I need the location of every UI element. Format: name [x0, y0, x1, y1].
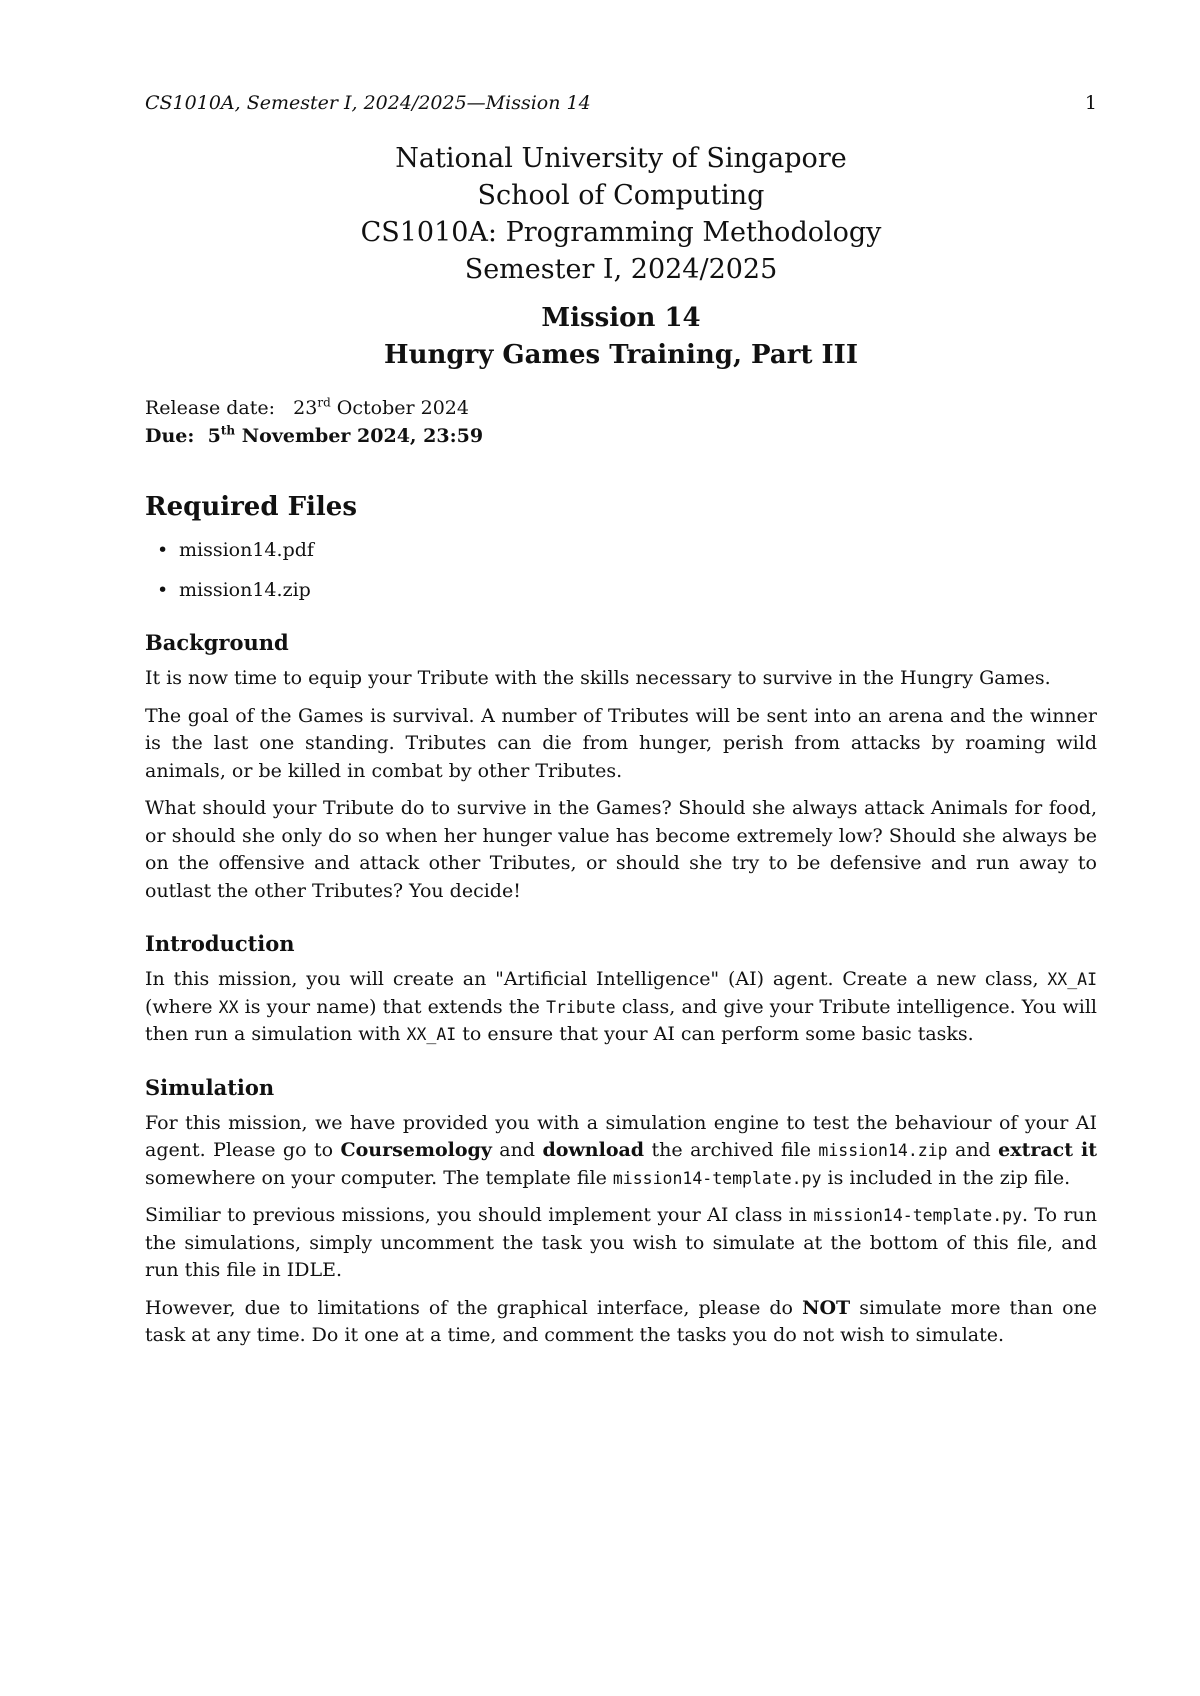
- due-date: Due: 5th November 2024, 23:59: [145, 423, 484, 447]
- document-page: [145, 88, 1097, 1360]
- page-number: 1: [1084, 92, 1097, 114]
- mission-title: Hungry Games Training, Part III: [384, 340, 858, 370]
- dates-block: [145, 394, 1097, 450]
- title-block: [145, 140, 1097, 288]
- university-name: National University of Singapore: [395, 143, 847, 174]
- running-header: [145, 88, 1097, 118]
- list-item: • mission14.zip: [179, 576, 1097, 604]
- introduction-paragraph: In this mission, you will create an "Artificial Intelligence" (AI) agent. Create a new class, XX_AI (where XX is your name) that extends the Tribute class, and give your Tribute intelligence. You will then run a simulation with XX_AI to ensure that your AI can perform some basic tasks.: [145, 968, 1097, 1045]
- mission-number: Mission 14: [541, 303, 701, 333]
- school-name: School of Computing: [477, 180, 765, 211]
- simulation-paragraph: However, due to limitations of the graphical interface, please do NOT simulate more than one task at any time. Do it one at a time, and comment the tasks you do not wish to simulate.: [145, 1296, 1097, 1346]
- list-item: • mission14.pdf: [179, 536, 1097, 564]
- simulation-heading: Simulation: [145, 1074, 275, 1100]
- semester: Semester I, 2024/2025: [464, 254, 778, 285]
- introduction-heading: Introduction: [145, 931, 295, 956]
- bullet-icon: •: [157, 539, 169, 561]
- background-paragraph: It is now time to equip your Tribute with the skills necessary to survive in the Hungry Games.: [145, 667, 1051, 689]
- course-name: CS1010A: Programming Methodology: [360, 217, 882, 248]
- release-date: Release date: 23rd October 2024: [145, 395, 469, 419]
- background-paragraph: What should your Tribute do to survive in the Games? Should she always attack Animals for food, or should she only do so when her hunger value has become extremely low? Should she always be on the offensive and attack other Tributes, or should she try to be defensive and run away to outlast the other Tributes? You decide!: [145, 797, 1097, 902]
- simulation-paragraph: Similiar to previous missions, you should implement your AI class in mission14-template.py. To run the simulations, simply uncomment the task you wish to simulate at the bottom of this file, and run this file in IDLE.: [145, 1204, 1097, 1281]
- simulation-paragraph: For this mission, we have provided you with a simulation engine to test the behaviour of your AI agent. Please go to Coursemology and download the archived file mission14.zip and extract it somewhere on your computer. The template file mission14-template.py is included in the zip file.: [145, 1111, 1098, 1189]
- mission-title-block: [145, 300, 1097, 374]
- required-files-heading: Required Files: [145, 492, 357, 522]
- bullet-icon: •: [157, 579, 169, 601]
- running-title: CS1010A, Semester I, 2024/2025—Mission 14: [145, 92, 591, 114]
- required-files-list: [145, 536, 1097, 604]
- background-heading: Background: [145, 630, 289, 655]
- background-paragraph: The goal of the Games is survival. A number of Tributes will be sent into an arena and the winner is the last one standing. Tributes can die from hunger, perish from attacks by roaming wild animals, or be killed in combat by other Tributes.: [145, 704, 1097, 782]
